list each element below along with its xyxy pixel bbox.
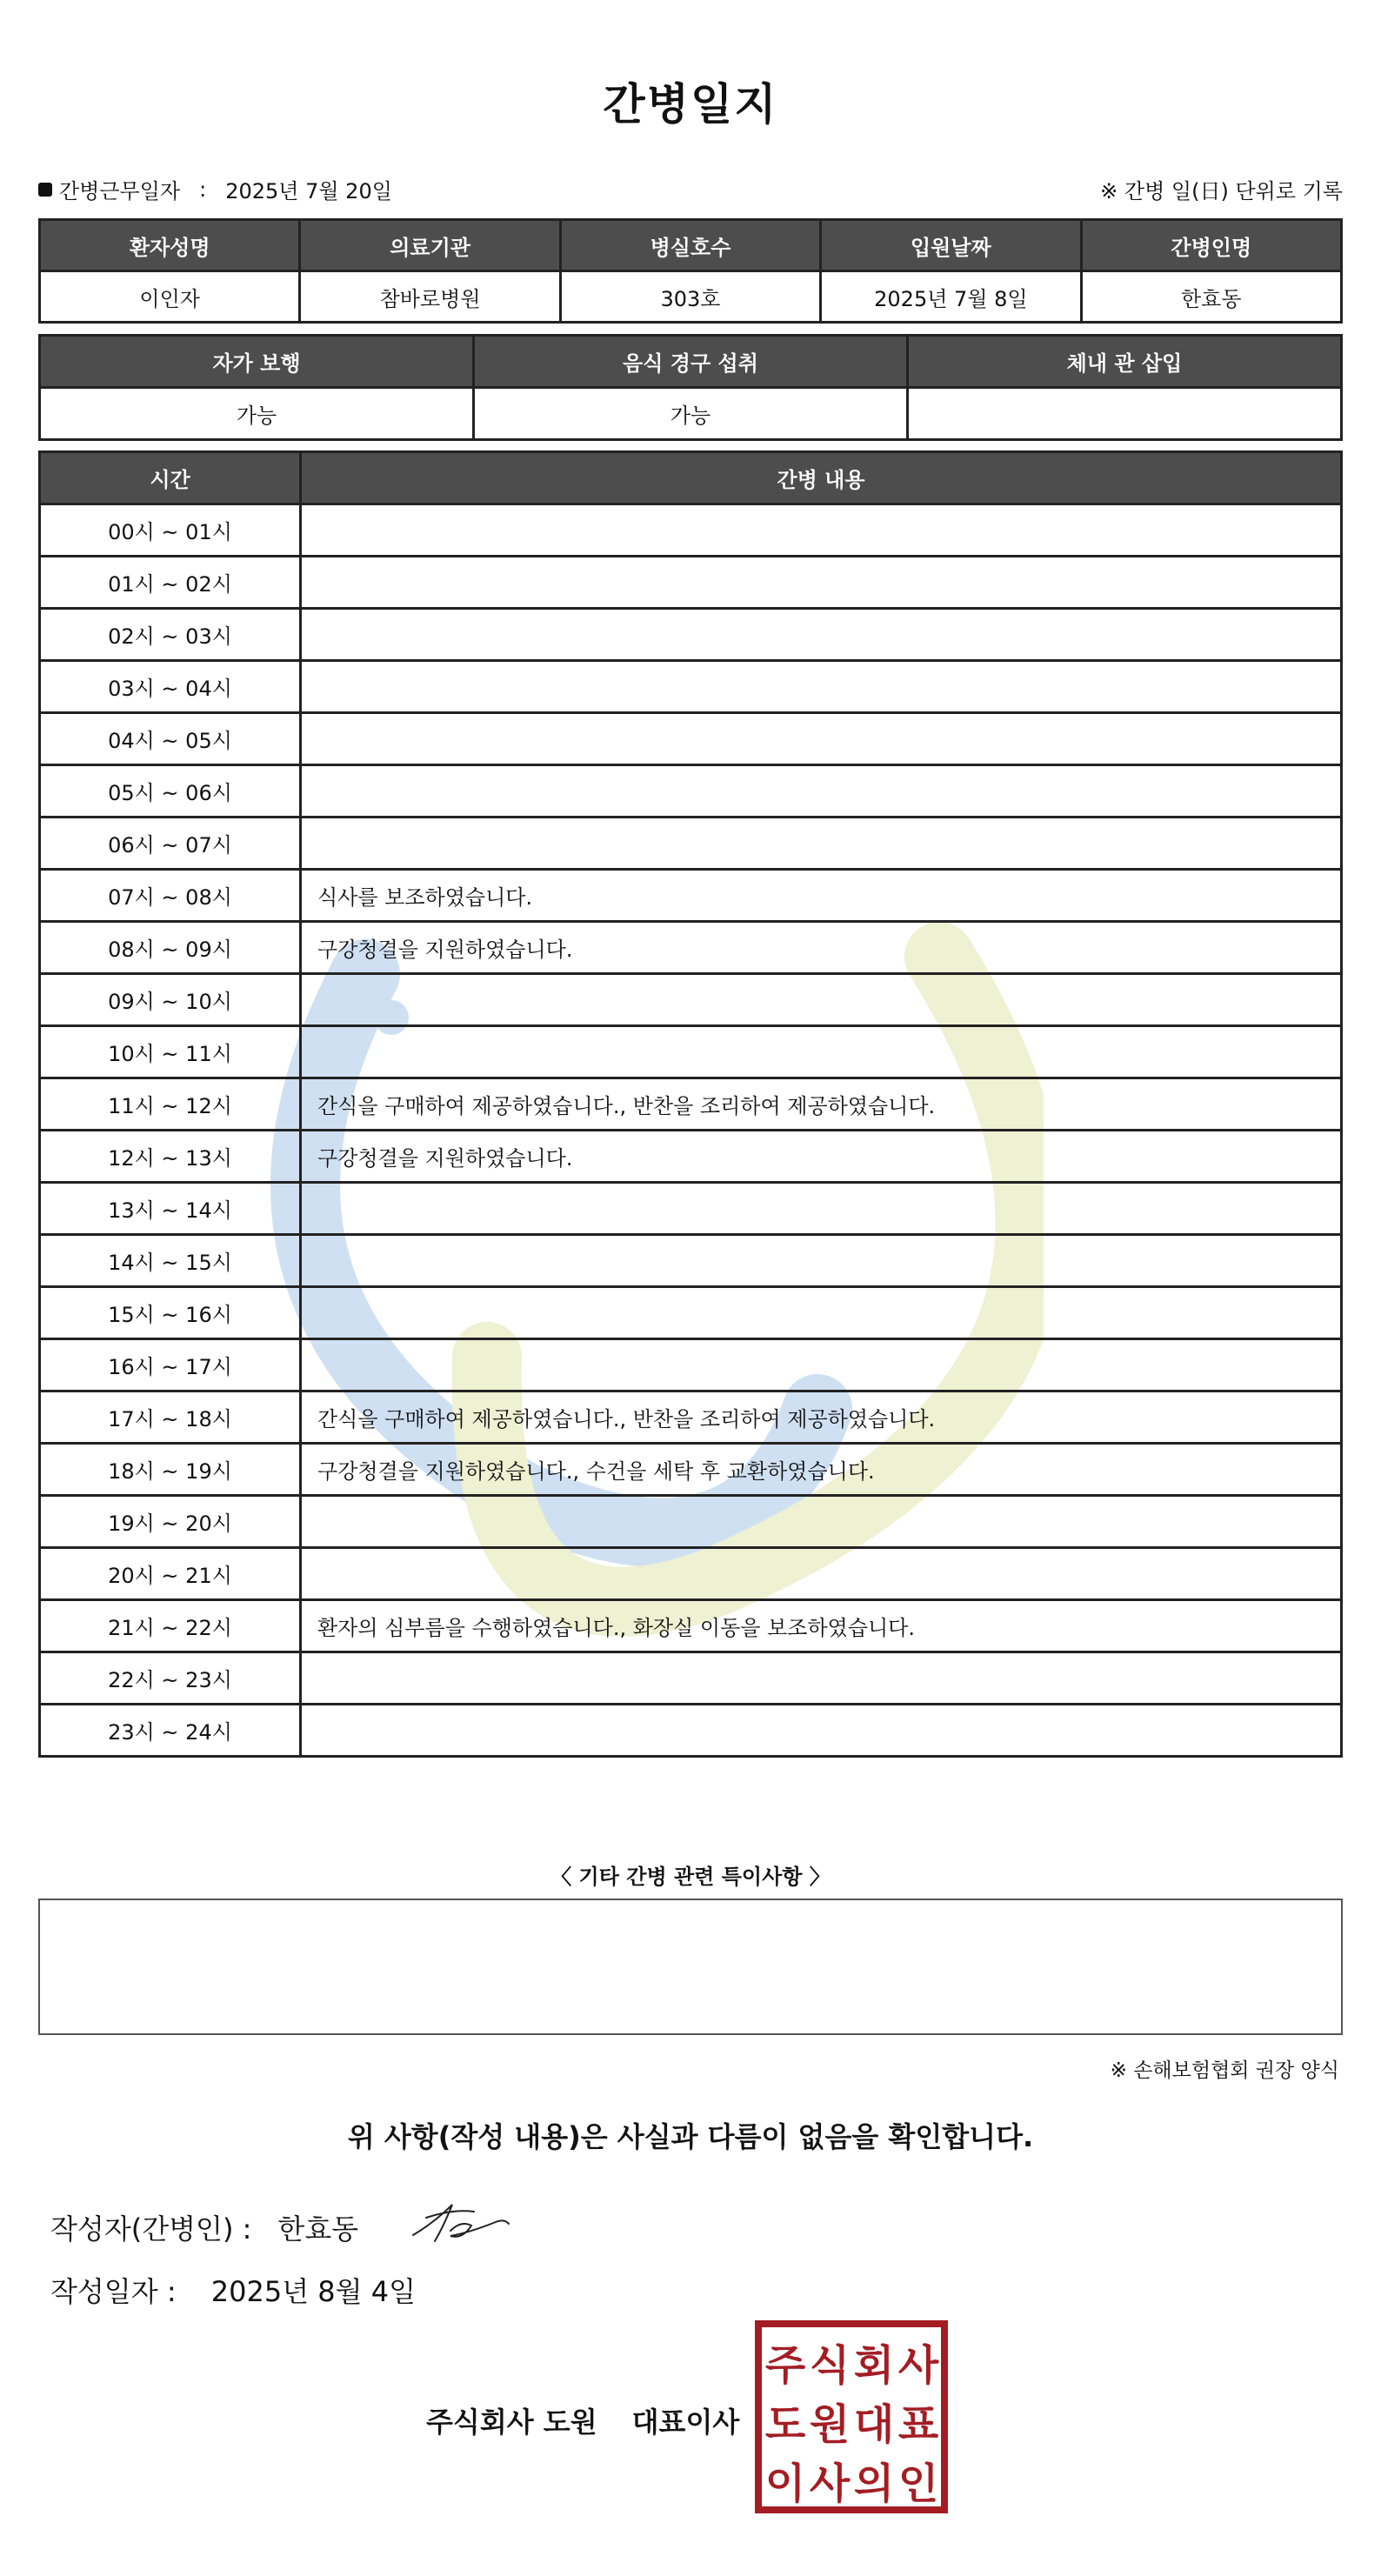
patient-status-table [38, 334, 1343, 441]
status-header: 자가 보행 [40, 336, 474, 388]
table-row [40, 1339, 1342, 1391]
time-slot: 00시 ~ 01시 [40, 504, 301, 557]
confirmation-statement: 위 사항(작성 내용)은 사실과 다름이 없음을 확인합니다. [347, 2120, 1034, 2153]
work-date-label: 간병근무일자 [59, 179, 181, 204]
author-name: 한효동 [277, 2212, 359, 2246]
care-content [301, 1183, 1342, 1235]
table-row [40, 661, 1342, 713]
tube-insertion-value [908, 388, 1342, 440]
seal-glyph: 이 [764, 2459, 806, 2508]
time-slot: 21시 ~ 22시 [40, 1600, 301, 1652]
care-content: 구강청결을 지원하였습니다., 수건을 세탁 후 교환하였습니다. [301, 1444, 1342, 1496]
time-slot: 09시 ~ 10시 [40, 974, 301, 1026]
caregiver-name: 한효동 [1081, 271, 1341, 323]
time-slot: 12시 ~ 13시 [40, 1131, 301, 1183]
care-content [301, 1705, 1342, 1757]
seal-glyph: 원 [809, 2400, 851, 2449]
table-row [40, 504, 1342, 557]
care-content [301, 504, 1342, 557]
time-slot: 07시 ~ 08시 [40, 870, 301, 922]
care-content [301, 1235, 1342, 1287]
meta-row [38, 174, 1343, 209]
table-row [40, 1131, 1342, 1183]
table-row [40, 818, 1342, 870]
table-row [40, 1705, 1342, 1757]
time-slot: 02시 ~ 03시 [40, 609, 301, 661]
time-slot: 15시 ~ 16시 [40, 1287, 301, 1339]
seal-glyph: 의 [853, 2459, 895, 2508]
seal-glyph: 회 [853, 2341, 895, 2390]
care-content [301, 661, 1342, 713]
care-content [301, 1548, 1342, 1600]
info-header: 병실호수 [560, 220, 820, 271]
hourly-log-table [38, 450, 1343, 1758]
table-row [40, 765, 1342, 818]
bullet-icon [38, 183, 52, 197]
table-row [40, 1026, 1342, 1078]
self-walking-value: 가능 [40, 388, 474, 440]
company-signature-line [426, 2400, 739, 2440]
time-slot: 10시 ~ 11시 [40, 1026, 301, 1078]
form-source-note: ※ 손해보험협회 권장 양식 [1110, 2059, 1339, 2082]
time-slot: 13시 ~ 14시 [40, 1183, 301, 1235]
record-unit-note: ※ 간병 일(日) 단위로 기록 [1100, 179, 1343, 204]
time-slot: 17시 ~ 18시 [40, 1391, 301, 1444]
care-content [301, 765, 1342, 818]
content-column-header: 간병 내용 [301, 452, 1342, 504]
written-date-row [50, 2270, 416, 2310]
time-slot: 08시 ~ 09시 [40, 922, 301, 974]
care-content: 환자의 심부름을 수행하였습니다., 화장실 이동을 보조하였습니다. [301, 1600, 1342, 1652]
time-slot: 18시 ~ 19시 [40, 1444, 301, 1496]
table-row [40, 1287, 1342, 1339]
care-content [301, 1339, 1342, 1391]
table-row [40, 1444, 1342, 1496]
seal-glyph: 식 [809, 2341, 851, 2390]
time-slot: 20시 ~ 21시 [40, 1548, 301, 1600]
written-date-value: 2025년 8월 4일 [210, 2275, 417, 2308]
time-slot: 05시 ~ 06시 [40, 765, 301, 818]
info-header: 입원날짜 [821, 220, 1081, 271]
care-content: 식사를 보조하였습니다. [301, 870, 1342, 922]
time-slot: 03시 ~ 04시 [40, 661, 301, 713]
status-header: 체내 관 삽입 [908, 336, 1342, 388]
table-row [40, 609, 1342, 661]
table-row [40, 974, 1342, 1026]
care-content [301, 1496, 1342, 1548]
time-slot: 11시 ~ 12시 [40, 1078, 301, 1131]
care-content [301, 818, 1342, 870]
care-content: 구강청결을 지원하였습니다. [301, 922, 1342, 974]
table-row [40, 1183, 1342, 1235]
remarks-title: 〈 기타 간병 관련 특이사항 〉 [550, 1865, 831, 1889]
seal-glyph: 사 [897, 2341, 939, 2390]
care-content [301, 974, 1342, 1026]
work-date-colon: : [199, 177, 207, 202]
info-header: 간병인명 [1081, 220, 1341, 271]
seal-glyph: 대 [853, 2400, 895, 2449]
info-header: 의료기관 [300, 220, 560, 271]
seal-glyph: 표 [897, 2400, 939, 2449]
time-slot: 23시 ~ 24시 [40, 1705, 301, 1757]
table-row [40, 557, 1342, 609]
log-table-body [40, 504, 1342, 1757]
author-label: 작성자(간병인) : [50, 2212, 252, 2246]
table-row [40, 1078, 1342, 1131]
oral-intake-value: 가능 [474, 388, 908, 440]
patient-name: 이인자 [40, 271, 300, 323]
time-slot: 04시 ~ 05시 [40, 713, 301, 765]
table-row [40, 1600, 1342, 1652]
written-date-label: 작성일자 : [50, 2275, 177, 2308]
table-row [40, 870, 1342, 922]
page-title: 간병일지 [603, 79, 778, 130]
time-slot: 14시 ~ 15시 [40, 1235, 301, 1287]
representative-title: 대표이사 [631, 2406, 740, 2439]
handwritten-signature [409, 2187, 513, 2248]
table-row [40, 713, 1342, 765]
work-date-value: 2025년 7월 20일 [225, 179, 392, 204]
care-content [301, 609, 1342, 661]
time-slot: 16시 ~ 17시 [40, 1339, 301, 1391]
work-date [38, 174, 392, 204]
table-row [40, 1548, 1342, 1600]
patient-info-table [38, 218, 1343, 324]
time-slot: 19시 ~ 20시 [40, 1496, 301, 1548]
care-content [301, 557, 1342, 609]
time-column-header: 시간 [40, 452, 301, 504]
table-row [40, 1235, 1342, 1287]
status-header: 음식 경구 섭취 [474, 336, 908, 388]
seal-glyph: 사 [809, 2459, 851, 2508]
care-content [301, 1652, 1342, 1705]
room-number: 303호 [560, 271, 820, 323]
company-seal [753, 2319, 950, 2515]
hospital-name: 참바로병원 [300, 271, 560, 323]
table-row [40, 1496, 1342, 1548]
info-header: 환자성명 [40, 220, 300, 271]
care-content: 간식을 구매하여 제공하였습니다., 반찬을 조리하여 제공하였습니다. [301, 1391, 1342, 1444]
seal-glyph: 인 [897, 2459, 939, 2508]
table-row [40, 922, 1342, 974]
care-content [301, 1026, 1342, 1078]
seal-glyph: 주 [764, 2341, 806, 2390]
author-row [50, 2207, 358, 2247]
table-row [40, 1391, 1342, 1444]
remarks-box [38, 1899, 1343, 2035]
care-content [301, 1287, 1342, 1339]
seal-glyph: 도 [764, 2400, 806, 2449]
company-name: 주식회사 도원 [426, 2406, 597, 2439]
care-content [301, 713, 1342, 765]
time-slot: 06시 ~ 07시 [40, 818, 301, 870]
time-slot: 22시 ~ 23시 [40, 1652, 301, 1705]
care-content: 간식을 구매하여 제공하였습니다., 반찬을 조리하여 제공하였습니다. [301, 1078, 1342, 1131]
care-content: 구강청결을 지원하였습니다. [301, 1131, 1342, 1183]
admission-date: 2025년 7월 8일 [821, 271, 1081, 323]
table-row [40, 1652, 1342, 1705]
time-slot: 01시 ~ 02시 [40, 557, 301, 609]
